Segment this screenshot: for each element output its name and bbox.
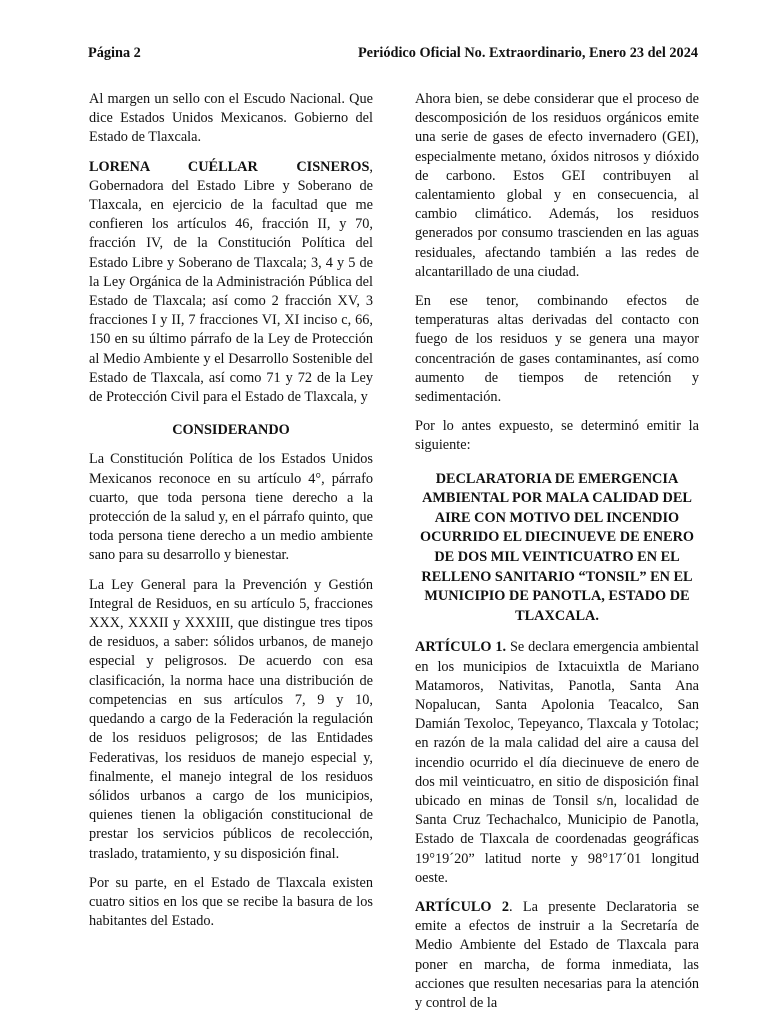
article-1 <box>415 638 699 888</box>
article-1-label: ARTÍCULO 1. <box>415 639 507 656</box>
declaration-title: DECLARATORIA DE EMERGENCIA AMBIENTAL POR MALA CALIDAD DEL AIRE CON MOTIVO DEL INCENDIO OCURRIDO EL DIECINUEVE DE ENERO DE DOS MIL VEINTICUATRO EN EL RELLENO SANITARIO “TONSIL” EN EL MUNICIPIO DE PANOTLA, ESTADO DE TLAXCALA. <box>419 470 695 624</box>
temperature-paragraph: En ese tenor, combinando efectos de temperaturas altas derivadas del contacto con fuego de los residuos y se genera una mayor concentración de gases contaminantes, así como aumento de tiempos de retención y sedimentación. <box>415 293 699 406</box>
article-2-label: ARTÍCULO 2 <box>415 899 509 916</box>
governor-name: LORENA CUÉLLAR CISNEROS <box>89 158 370 175</box>
governor-paragraph <box>89 158 373 408</box>
article-2-text: . La presente Declaratoria se emite a efectos de instruir a la Secretaría de Medio Ambiente del Estado de Tlaxcala para poner en marcha, de forma inmediata, las acciones que resulten necesarias para la atención y control de la <box>415 899 699 1012</box>
right-column <box>415 90 699 1023</box>
constitution-paragraph: La Constitución Política de los Estados Unidos Mexicanos reconoce en su artículo 4°, párrafo cuarto, que toda persona tiene derecho a la protección de la salud y, en el párrafo quinto, que toda persona tiene derecho a un medio ambiente sano para su desarrollo y bienestar. <box>89 451 373 564</box>
publication-title: Periódico Oficial No. Extraordinario, Enero 23 del 2024 <box>357 45 698 61</box>
tlaxcala-sites-paragraph: Por su parte, en el Estado de Tlaxcala existen cuatro sitios en los que se recibe la basura de los habitantes del Estado. <box>89 874 373 930</box>
seal-paragraph: Al margen un sello con el Escudo Nacional. Que dice Estados Unidos Mexicanos. Gobierno del Estado de Tlaxcala. <box>89 91 373 146</box>
considerando-heading: CONSIDERANDO <box>172 422 290 439</box>
article-1-text: Se declara emergencia ambiental en los municipios de Ixtacuixtla de Mariano Matamoros, Nativitas, Panotla, Santa Ana Nopalucan, Santa Apolonia Teacalco, San Damián Texoloc, Tepeyanco, Tlaxcala y Totolac; en razón de la mala calidad del aire a causa del incendio ocurrido el día diecinueve de enero de dos mil veinticuatro, en sitio de disposición final ubicado en minas de Tonsil s/n, localidad de Santa Cruz Techachalco, Municipio de Panotla, Estado de Tlaxcala de coordenadas geográficas 19°19´20” latitud norte y 98°17´01 longitud oeste. <box>415 639 699 886</box>
waste-law-paragraph: La Ley General para la Prevención y Gestión Integral de Residuos, en su artículo 5, fracciones XXX, XXXII y XXXIII, que distingue tres tipos de residuos, a saber: sólidos urbanos, de manejo especial y peligrosos. De acuerdo con esa clasificación, la norma hace una distribución de competencias en sus artículos 7, 9 y 10, quedando a cargo de la Federación la regulación de los residuos peligrosos; de las Entidades Federativas, los residuos de manejo especial y, finalmente, el manejo integral de los residuos sólidos urbanos a cargo de los municipios, quienes tienen la obligación constitucional de prestar los servicios públicos de recolección, traslado, tratamiento, y su disposición final. <box>89 576 373 862</box>
page-header <box>88 44 698 62</box>
exposition-paragraph: Por lo antes expuesto, se determinó emitir la siguiente: <box>415 418 699 454</box>
gases-paragraph: Ahora bien, se debe considerar que el proceso de descomposición de los residuos orgánicos emite una serie de gases de efecto invernadero (GEI), especialmente metano, óxidos nitrosos y dióxido de carbono. Estos GEI contribuyen al calentamiento global y en consecuencia, al cambio climático. Además, los residuos generados por consumo trascienden en las aguas residuales, afectando también a las redes de alcantarillado de una ciudad. <box>415 91 699 280</box>
article-2 <box>415 898 699 1013</box>
left-column <box>89 90 373 941</box>
page-number: Página 2 <box>88 45 141 61</box>
governor-text: , Gobernadora del Estado Libre y Soberano de Tlaxcala, en ejercicio de la facultad que me confieren los artículos 46, fracción II, y 70, fracción IV, de la Constitución Política del Estado Libre y Soberano de Tlaxcala; 3, 4 y 5 de la Ley Orgánica de la Administración Pública del Estado de Tlaxcala; así como 2 fracción XV, 3 fracciones I y II, 7 fracciones VI, XI inciso c, 66, 150 en su último párrafo de la Ley de Protección al Medio Ambiente y el Desarrollo Sostenible del Estado de Tlaxcala, así como 71 y 72 de la Ley de Protección Civil para el Estado de Tlaxcala, y <box>89 158 373 406</box>
